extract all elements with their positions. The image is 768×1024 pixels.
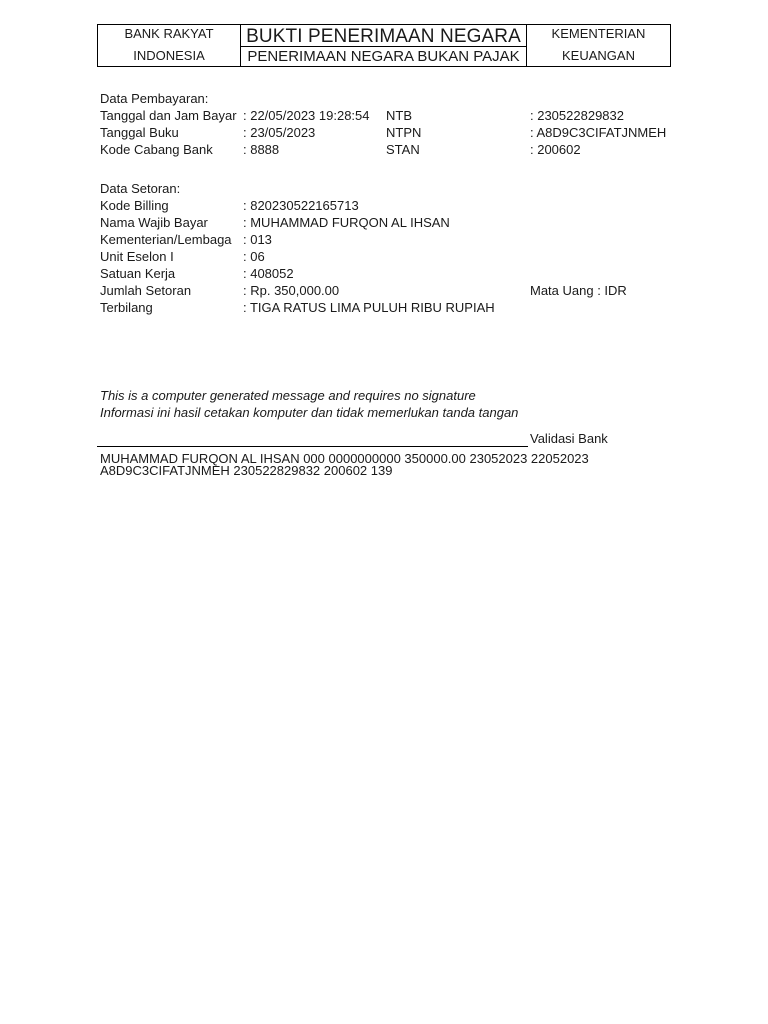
payment-label-ntpn: NTPN [386, 125, 422, 140]
deposit-value-work-unit: : 408052 [243, 266, 294, 281]
deposit-value-in-words: : TIGA RATUS LIMA PULUH RIBU RUPIAH [243, 300, 495, 315]
deposit-label-work-unit: Satuan Kerja [100, 266, 176, 281]
payment-label-book-date: Tanggal Buku [100, 125, 179, 140]
deposit-label-in-words: Terbilang [100, 300, 153, 315]
payment-value-book-date: : 23/05/2023 [243, 125, 316, 140]
ministry-cell [527, 25, 670, 66]
title-divider [241, 46, 526, 47]
deposit-label-amount: Jumlah Setoran [100, 283, 192, 298]
validation-text-line1: MUHAMMAD FURQON AL IHSAN 000 0000000000 350000.00 23052023 22052023 [100, 451, 589, 466]
computer-generated-note-id: Informasi ini hasil cetakan komputer dan tidak memerlukan tanda tangan [100, 405, 519, 420]
payment-label-branch-code: Kode Cabang Bank [100, 142, 213, 157]
deposit-label-echelon-unit: Unit Eselon I [100, 249, 174, 264]
ministry-line2: KEUANGAN [562, 48, 635, 63]
deposit-label-ministry: Kementerian/Lembaga [100, 232, 232, 247]
bank-name-line2: INDONESIA [133, 48, 205, 63]
validation-text-line2: A8D9C3CIFATJNMEH 230522829832 200602 139 [100, 463, 393, 478]
deposit-label-taxpayer-name: Nama Wajib Bayar [100, 215, 208, 230]
deposit-currency: Mata Uang : IDR [530, 283, 627, 298]
deposit-value-billing-code: : 820230522165713 [243, 198, 359, 213]
deposit-section-title: Data Setoran: [100, 181, 181, 196]
computer-generated-note-en: This is a computer generated message and requires no signature [100, 388, 476, 403]
deposit-value-taxpayer-name: : MUHAMMAD FURQON AL IHSAN [243, 215, 450, 230]
ministry-line1: KEMENTERIAN [551, 26, 646, 41]
payment-value-ntpn: : A8D9C3CIFATJNMEH [530, 125, 667, 140]
header-table [97, 24, 671, 67]
payment-value-datetime: : 22/05/2023 19:28:54 [243, 108, 370, 123]
bank-name-line1: BANK RAKYAT [124, 26, 214, 41]
document-title: BUKTI PENERIMAAN NEGARA [246, 26, 521, 47]
deposit-label-billing-code: Kode Billing [100, 198, 169, 213]
payment-value-branch-code: : 8888 [243, 142, 280, 157]
validation-line [97, 446, 528, 447]
deposit-value-ministry: : 013 [243, 232, 272, 247]
deposit-value-amount: : Rp. 350,000.00 [243, 283, 340, 298]
payment-value-ntb: : 230522829832 [530, 108, 624, 123]
payment-label-stan: STAN [386, 142, 420, 157]
payment-label-datetime: Tanggal dan Jam Bayar [100, 108, 237, 123]
bank-name-cell [98, 25, 241, 66]
deposit-value-echelon-unit: : 06 [243, 249, 265, 264]
payment-section-title: Data Pembayaran: [100, 91, 209, 106]
bank-validation-label: Validasi Bank [530, 431, 608, 446]
payment-value-stan: : 200602 [530, 142, 581, 157]
payment-label-ntb: NTB [386, 108, 412, 123]
title-cell [241, 25, 527, 66]
document-subtitle: PENERIMAAN NEGARA BUKAN PAJAK [247, 48, 520, 65]
